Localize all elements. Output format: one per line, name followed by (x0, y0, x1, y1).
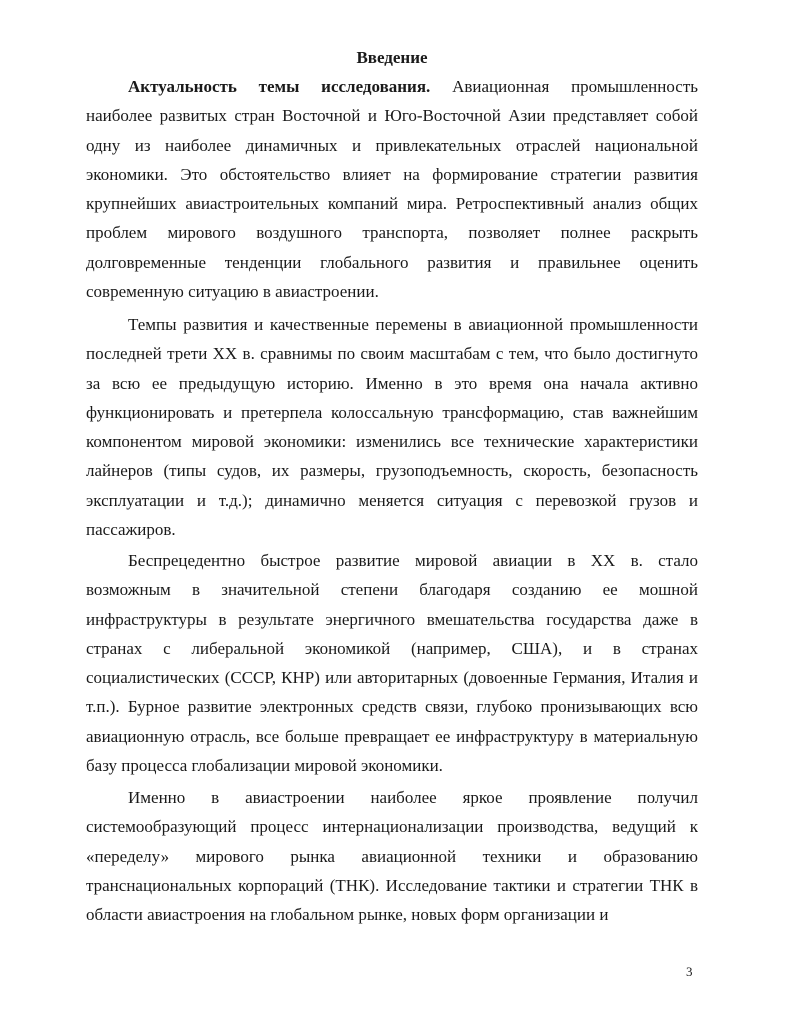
paragraph-lead: Актуальность темы исследования. (128, 77, 431, 96)
document-page (86, 0, 698, 1024)
paragraph-development-pace: Темпы развития и качественные перемены в авиационной промышленности последней трети XX в. сравнимы по своим масштабам с тем, что было достигнуто за всю ее предыдущую историю. Именно в это время она начала активно функционировать и претерпела колоссальную трансформацию, став важнейшим компонентом мировой экономики: изменились все технические характеристики лайнеров (типы судов, их размеры, грузоподъемность, скорость, безопасность эксплуатации и т.д.); динамично меняется ситуация с перевозкой грузов и пассажиров. (86, 315, 698, 540)
page-number: 3 (686, 964, 693, 979)
section-title: Введение (356, 48, 428, 67)
paragraph-body: Авиационная промышленность наиболее развитых стран Восточной и Юго-Восточной Азии представляет собой одну из наиболее динамичных и привлекательных отраслей национальной экономики. Это обстоятельство влияет на формирование стратегии развития крупнейших авиастроительных компаний мира. Ретроспективный анализ общих проблем мирового воздушного транспорта, позволяет полнее раскрыть долговременные тенденции глобального развития и правильнее оценить современную ситуацию в авиастроении. (86, 77, 698, 302)
paragraph-infrastructure: Беспрецедентно быстрое развитие мировой авиации в XX в. стало возможным в значительной степени благодаря созданию ее мошной инфраструктуры в результате энергичного вмешательства государства даже в странах с либеральной экономикой (например, США), и в странах социалистических (СССР, КНР) или авторитарных (довоенные Германия, Италия и т.п.). Бурное развитие электронных средств связи, глубоко пронизывающих всю авиационную отрасль, все больше превращает ее инфраструктуру в материальную базу процесса глобализации мировой экономики. (86, 551, 698, 776)
paragraph-relevance (86, 72, 698, 306)
paragraph-internationalization: Именно в авиастроении наиболее яркое проявление получил системообразующий процесс интернационализации производства, ведущий к «переделу» мирового рынка авиационной техники и образованию транснациональных корпораций (ТНК). Исследование тактики и стратегии ТНК в области авиастроения на глобальном рынке, новых форм организации и (86, 788, 698, 925)
